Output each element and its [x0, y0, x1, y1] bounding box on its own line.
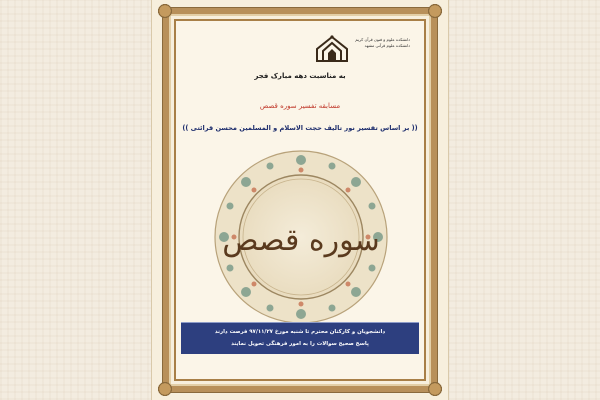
- deadline-text: دانشجویان و کارکنان محترم تا شنبه مورخ ۹۷/۱۱/۲۷ فرصت دارند: [214, 329, 386, 335]
- emblem-caption-line: دانشکده علوم و فنون قرآن کریم: [355, 37, 410, 42]
- corner-ornament-icon: [156, 2, 174, 20]
- submission-instructions: پاسخ صحیح سوالات را به امور فرهنگی تحویل نمایند: [231, 341, 369, 347]
- deadline-banner: [181, 322, 419, 354]
- surah-calligraphy: سوره قصص: [222, 223, 380, 258]
- emblem-caption: [350, 37, 410, 49]
- corner-ornament-icon: [426, 2, 444, 20]
- occasion-heading: به مناسبت دهه مبارک فجر: [254, 72, 346, 80]
- contest-title: مسابقه تفسیر سوره قصص: [259, 102, 341, 110]
- university-emblem-icon: [315, 33, 349, 63]
- announcement-poster: [151, 0, 449, 400]
- corner-ornament-icon: [426, 380, 444, 398]
- source-subtitle: (( بر اساس تفسیر نور تالیف حجت الاسلام و المسلمین محسن قرائتی )): [182, 124, 418, 132]
- corner-ornament-icon: [156, 380, 174, 398]
- emblem-caption-line: دانشکده علوم قرآنی مشهد: [364, 43, 410, 48]
- floral-medallion-icon: [212, 148, 390, 326]
